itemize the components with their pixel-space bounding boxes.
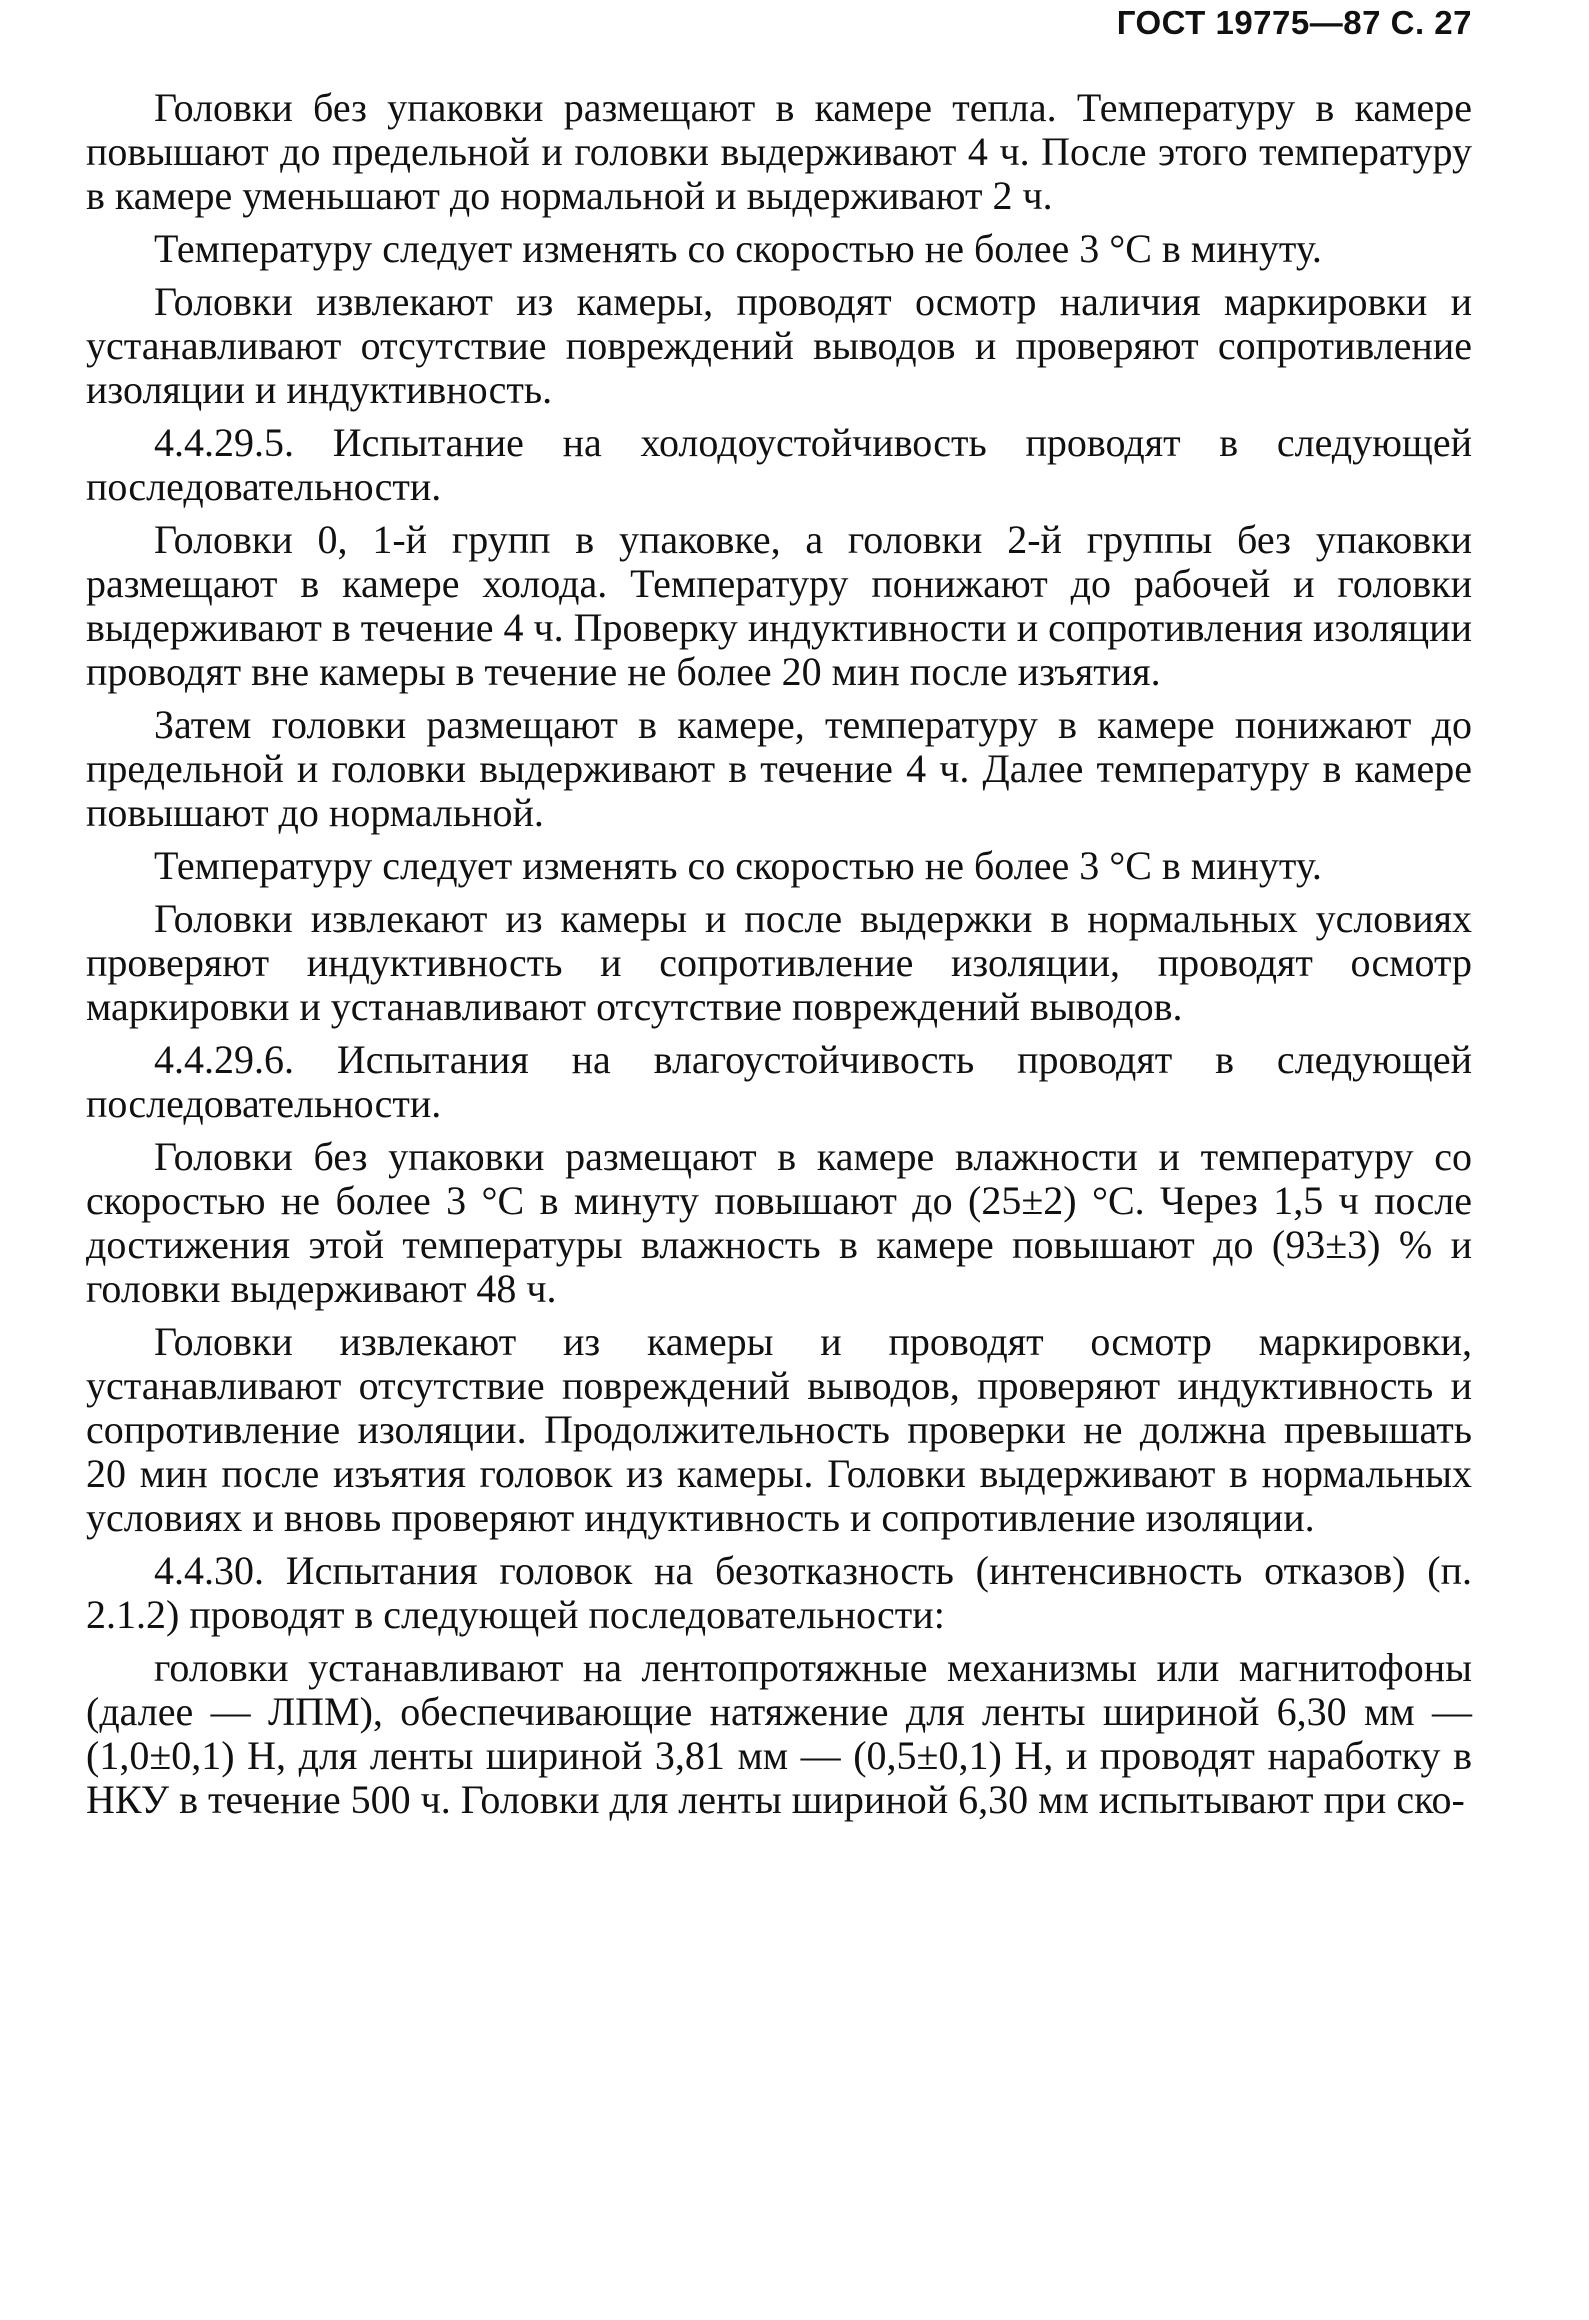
paragraph-cold-inspection: Головки извлекают из камеры и после выдержки в нормальных условиях проверяют индуктивность и сопротивление изоляции, проводят осмотр маркировки и устанавливают отсутствие повреждений выводов.	[86, 896, 1472, 1029]
paragraph-heat-placement: Головки без упаковки размещают в камере тепла. Температуру в камере повышают до предельной и головки выдерживают 4 ч. После этого температуру в камере уменьшают до нормальной и выдерживают 2 ч.	[86, 85, 1472, 218]
paragraph-cold-test-heading: 4.4.29.5. Испытание на холодоустойчивость проводят в следующей последовательности.	[86, 420, 1472, 509]
page-header: ГОСТ 19775—87 С. 27	[1116, 4, 1472, 41]
paragraph-heat-rate: Температуру следует изменять со скоростью не более 3 °С в минуту.	[154, 226, 1322, 271]
paragraph-cold-rate: Температуру следует изменять со скоростью не более 3 °С в минуту.	[154, 843, 1322, 888]
paragraph-cold-placement: Головки 0, 1-й групп в упаковке, а головки 2-й группы без упаковки размещают в камере холода. Температуру понижают до рабочей и головки выдерживают в течение 4 ч. Проверку индуктивности и сопротивления изоляции проводят вне камеры в течение не более 20 мин после изъятия.	[86, 517, 1472, 694]
paragraph-heat-inspection: Головки извлекают из камеры, проводят осмотр наличия маркировки и устанавливают отсутствие повреждений выводов и проверяют сопротивление изоляции и индуктивность.	[86, 279, 1472, 412]
paragraph-humidity-inspection: Головки извлекают из камеры и проводят осмотр маркировки, устанавливают отсутствие повреждений выводов, проверяют индуктивность и сопротивление изоляции. Продолжительность проверки не должна превышать 20 мин после изъятия головок из камеры. Головки выдерживают в нормальных условиях и вновь проверяют индуктивность и сопротивление изоляции.	[86, 1319, 1472, 1540]
paragraph-humidity-placement: Головки без упаковки размещают в камере влажности и температуру со скоростью не более 3 °С в минуту повышают до (25±2) °С. Через 1,5 ч после достижения этой температуры влажность в камере повышают до (93±3) % и головки выдерживают 48 ч.	[86, 1134, 1472, 1311]
paragraph-reliability-test-heading: 4.4.30. Испытания головок на безотказность (интенсивность отказов) (п. 2.1.2) проводят в следующей последовательности:	[86, 1548, 1472, 1637]
paragraph-reliability-procedure: головки устанавливают на лентопротяжные механизмы или магнитофоны (далее — ЛПМ), обеспечивающие натяжение для ленты шириной 6,30 мм — (1,0±0,1) Н, для ленты шириной 3,81 мм — (0,5±0,1) Н, и проводят наработку в НКУ в течение 500 ч. Головки для ленты шириной 6,30 мм испытывают при ско-	[86, 1645, 1472, 1822]
paragraph-humidity-test-heading: 4.4.29.6. Испытания на влагоустойчивость проводят в следующей последовательности.	[86, 1037, 1472, 1126]
document-body	[86, 86, 1472, 1831]
paragraph-cold-limit: Затем головки размещают в камере, температуру в камере понижают до предельной и головки выдерживают в течение 4 ч. Далее температуру в камере повышают до нормальной.	[86, 702, 1472, 835]
